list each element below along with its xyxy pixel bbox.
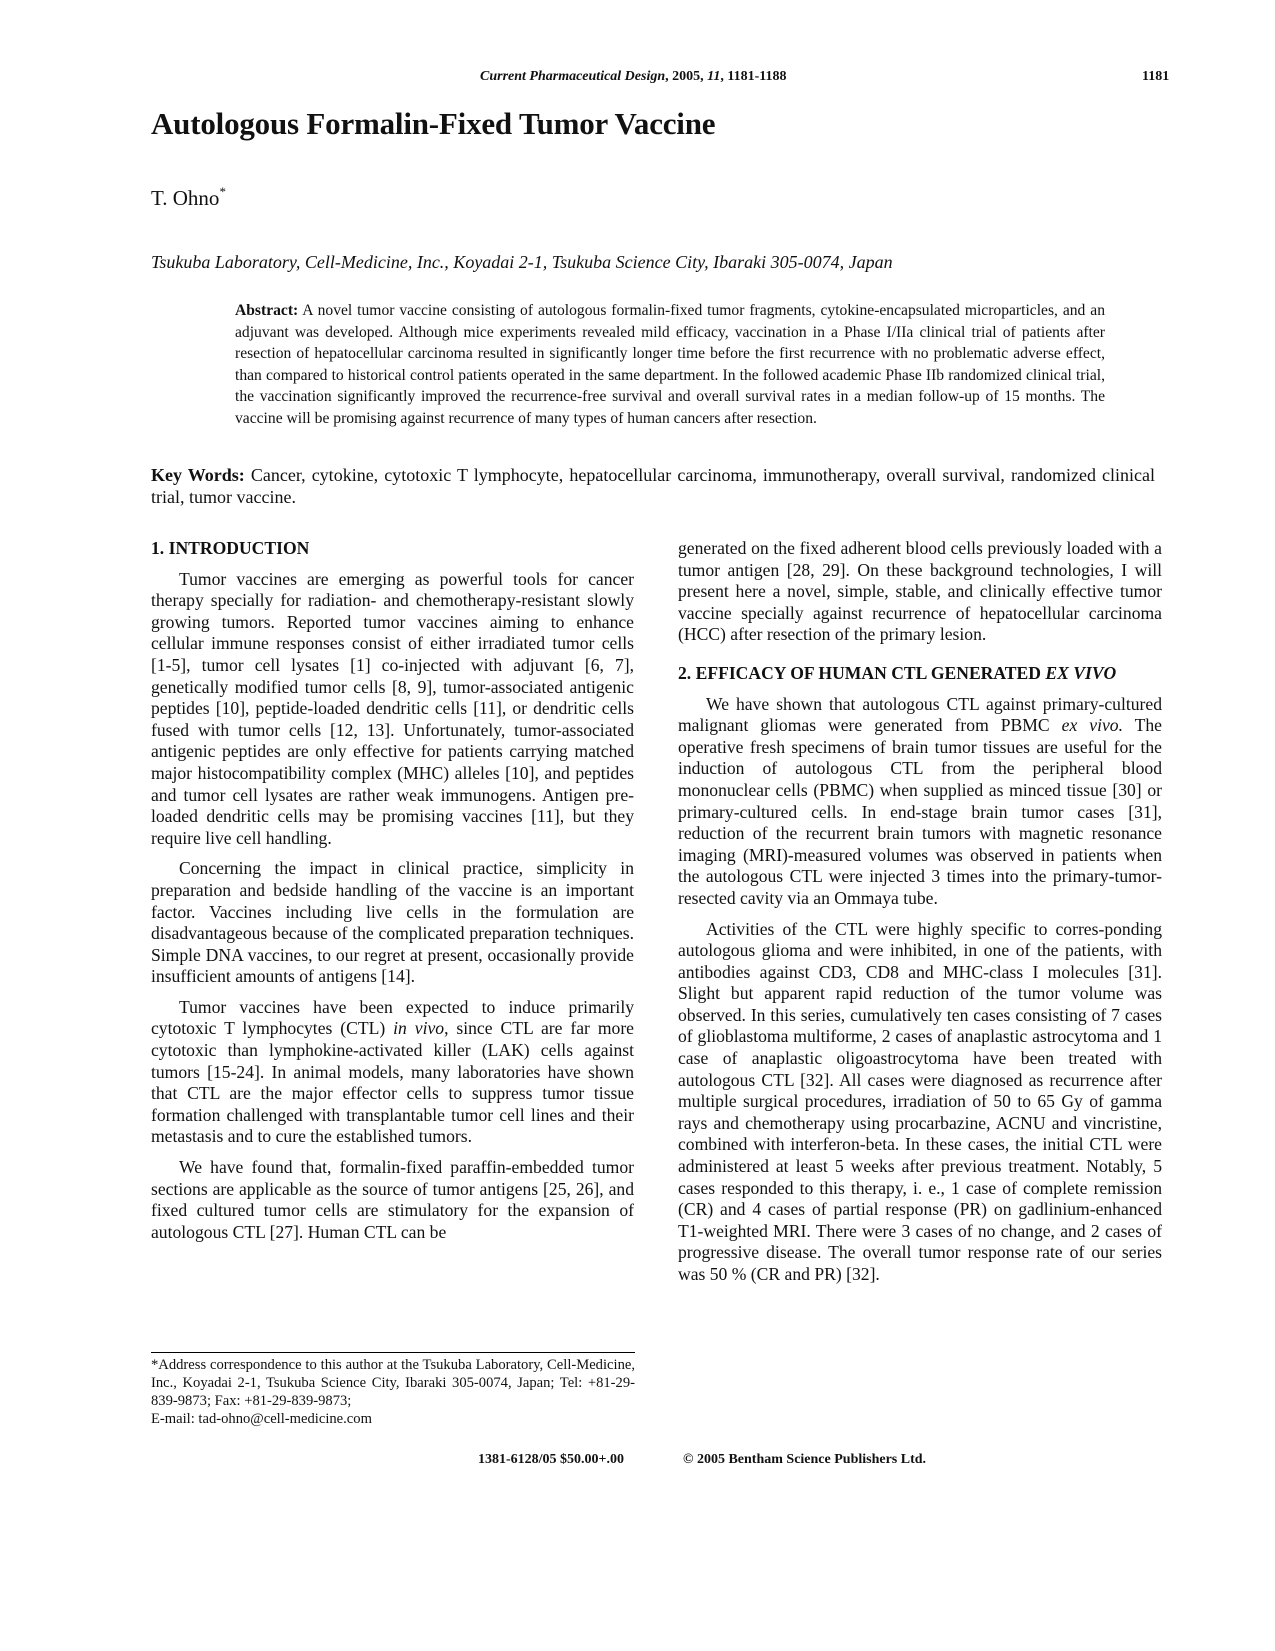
intro-paragraph-3-part-b: , since CTL are far more cytotoxic than lymphokine-activated killer (LAK) cells against tumors [15-24]. In animal models, many laboratories have shown that CTL are the major effector cells to suppress tumor tissue formation challenged with transplantable tumor cell lines and their metastasis and to cure the established tumors. <box>151 1018 634 1147</box>
footnote-address: *Address correspondence to this author at the Tsukuba Laboratory, Cell-Medicine, Inc., Koyadai 2-1, Tsukuba Science City, Ibaraki 305-0074, Japan; Tel: +81-29-839-9873; Fax: +81-29-839-9873; <box>151 1357 635 1409</box>
journal-year: 2005, <box>672 69 704 84</box>
author-mark: * <box>219 184 226 199</box>
intro-paragraph-3-italic: in vivo <box>393 1018 445 1039</box>
abstract <box>235 300 1105 429</box>
page-number: 1181 <box>1142 69 1170 84</box>
footnote-divider <box>151 1352 635 1353</box>
journal-name: Current Pharmaceutical Design <box>480 69 666 84</box>
journal-header: Current Pharmaceutical Design, 2005, 11, 1181-1188 <box>480 69 787 84</box>
intro-paragraph-3-part-a: Tumor vaccines have been expected to induce primarily cytotoxic T lymphocytes (CTL) <box>151 996 634 1039</box>
keywords-label: Key Words: <box>151 465 245 485</box>
intro-paragraph-4-continued: generated on the fixed adherent blood cells previously loaded with a tumor antigen [28, 29]. On these background technologies, I will present here a novel, simple, stable, and clinically effective tumor vaccine specially against recurrence of hepatocellular carcinoma (HCC) after resection of the primary lesion. <box>678 538 1162 645</box>
footer-copyright: © 2005 Bentham Science Publishers Ltd. <box>683 1452 927 1467</box>
author-name: T. Ohno <box>151 186 220 210</box>
section-heading-efficacy <box>678 663 1162 685</box>
intro-paragraph-3 <box>151 997 634 1148</box>
intro-paragraph-4: We have found that, formalin-fixed paraffin-embedded tumor sections are applicable as the source of tumor antigens [25, 26], and fixed cultured tumor cells are stimulatory for the expansion of autologous CTL [27]. Human CTL can be <box>151 1157 634 1242</box>
section2-paragraph-1-part-b: The operative fresh specimens of brain tumor tissues are useful for the induction of autologous CTL from the peripheral blood mononuclear cells (PBMC) when supplied as minced tissue [30] or primary-cultured cells. In end-stage brain tumor cases [31], reduction of the recurrent brain tumors with magnetic resonance imaging (MRI)-measured volumes was observed in patients when the autologous CTL were injected 3 times into the primary-tumor-resected cavity via an Ommaya tube. <box>678 715 1162 908</box>
abstract-label: Abstract: <box>235 302 299 319</box>
intro-paragraph-2: Concerning the impact in clinical practice, simplicity in preparation and bedside handling of the vaccine is an important factor. Vaccines including live cells in the formulation are disadvantageous because of the complicated preparation techniques. Simple DNA vaccines, to our regret at present, occasionally provide insufficient amounts of antigens [14]. <box>151 858 634 987</box>
author <box>151 186 226 211</box>
keywords-text: Cancer, cytokine, cytotoxic T lymphocyte, hepatocellular carcinoma, immunotherapy, overall survival, randomized clinical trial, tumor vaccine. <box>151 465 1156 507</box>
section2-heading-italic: EX VIVO <box>1045 662 1117 683</box>
journal-volume: 11 <box>707 69 721 84</box>
intro-paragraph-1: Tumor vaccines are emerging as powerful tools for cancer therapy specially for radiation- and chemotherapy-resistant slowly growing tumors. Reported tumor vaccines aiming to enhance cellular immune responses consist of either irradiated tumor cells [1-5], tumor cell lysates [1] co-injected with adjuvant [6, 7], genetically modified tumor cells [8, 9], tumor-associated antigenic peptides [10], peptide-loaded dendritic cells [11], or dendritic cells fused with tumor cells [12, 13]. Unfortunately, tumor-associated antigenic peptides are only effective for patients carrying matched major histocompatibility complex (MHC) alleles [10], and peptides and tumor cell lysates are rather weak immunogens. Antigen pre-loaded dendritic cells may be promising vaccines [11], but they require live cell handling. <box>151 568 634 848</box>
right-column <box>678 538 1162 1286</box>
footnote-email: E-mail: tad-ohno@cell-medicine.com <box>151 1411 372 1427</box>
footnote <box>151 1356 635 1428</box>
section2-paragraph-2: Activities of the CTL were highly specific to corres-ponding autologous glioma and were inhibited, in one of the patients, with antibodies against CD3, CD8 and MHC-class I molecules [31]. Slight but apparent rapid reduction of the tumor volume was observed. In this series, cumulatively ten cases consisting of 7 cases of glioblastoma multiforme, 2 cases of anaplastic astrocytoma and 1 case of anaplastic oligoastrocytoma have been treated with autologous CTL [32]. All cases were diagnosed as recurrence after multiple surgical procedures, irradiation of 50 to 65 Gy of gamma rays and chemotherapy using procarbazine, ACNU and vincristine, combined with interferon-beta. In these cases, the initial CTL were administered at least 5 weeks after previous treatment. Notably, 5 cases responded to this therapy, i. e., 1 case of complete remission (CR) and 4 cases of partial response (PR) on gadlinium-enhanced T1-weighted MRI. There were 3 cases of no change, and 2 cases of progressive disease. The overall tumor response rate of our series was 50 % (CR and PR) [32]. <box>678 918 1162 1284</box>
paper-title: Autologous Formalin-Fixed Tumor Vaccine <box>151 106 716 141</box>
journal-pages: 1181-1188 <box>727 69 787 84</box>
footer-issn: 1381-6128/05 $50.00+.00 <box>478 1452 625 1467</box>
section2-paragraph-1-italic: ex vivo. <box>1061 715 1123 736</box>
section2-heading-text: 2. EFFICACY OF HUMAN CTL GENERATED <box>678 662 1046 683</box>
keywords <box>151 464 1155 508</box>
left-column <box>151 538 634 1243</box>
section2-paragraph-1 <box>678 694 1162 910</box>
abstract-text: A novel tumor vaccine consisting of autologous formalin-fixed tumor fragments, cytokine-encapsulated microparticles, and an adjuvant was developed. Although mice experiments revealed mild efficacy, vaccination in a Phase I/IIa clinical trial of patients after resection of hepatocellular carcinoma resulted in significantly longer time before the first recurrence with no problematic adverse effect, than compared to historical control patients operated in the same department. In the followed academic Phase IIb randomized clinical trial, the vaccination significantly improved the recurrence-free survival and overall survival rates in a median follow-up of 15 months. The vaccine will be promising against recurrence of many types of human cancers after resection. <box>235 302 1105 427</box>
section-heading-introduction: 1. INTRODUCTION <box>151 538 310 558</box>
affiliation: Tsukuba Laboratory, Cell-Medicine, Inc., Koyadai 2-1, Tsukuba Science City, Ibaraki 305-0074, Japan <box>151 252 893 272</box>
section2-paragraph-1-part-a: We have shown that autologous CTL against primary-cultured malignant gliomas were generated from PBMC <box>678 693 1162 736</box>
